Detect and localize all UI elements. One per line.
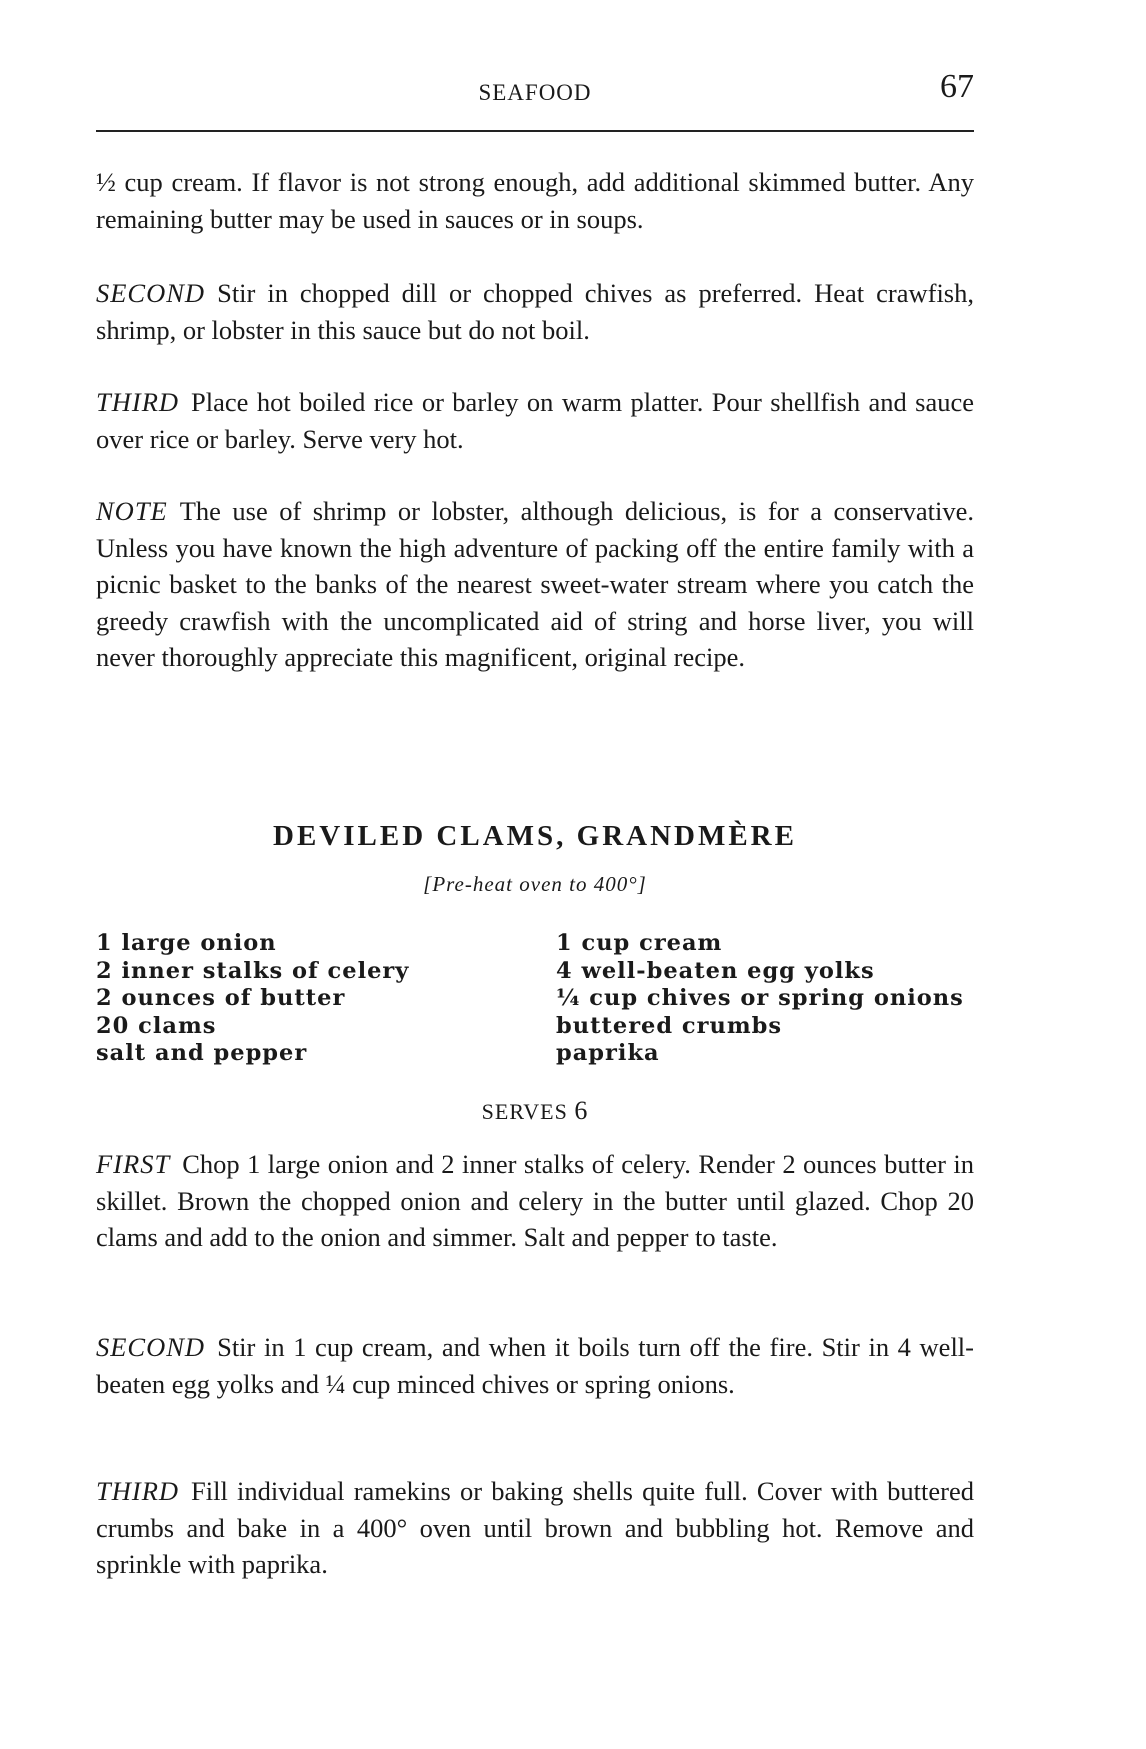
- continued-paragraph: [96, 164, 974, 237]
- ingredient-item: 20 clams: [96, 1012, 217, 1039]
- step-first-paragraph: [96, 1146, 974, 1256]
- step-third-paragraph: [96, 384, 974, 457]
- header-rule: [96, 130, 974, 132]
- ingredient-item: 1 large onion: [96, 930, 277, 956]
- step-second-paragraph: [96, 1329, 974, 1402]
- serves-line: [96, 1096, 974, 1126]
- serves-count: 6: [574, 1096, 589, 1125]
- ingredient-item: buttered crumbs: [556, 1012, 783, 1039]
- running-head: SEAFOOD: [478, 80, 592, 105]
- step-label: SECOND: [96, 1332, 206, 1362]
- paragraph-text: Place hot boiled rice or barley on warm platter. Pour shellfish and sauce over rice or barley. Serve very hot.: [96, 387, 974, 454]
- ingredient-list-right: [556, 930, 964, 1068]
- preheat-note: [Pre-heat oven to 400°]: [423, 872, 647, 896]
- page-header: [96, 70, 974, 118]
- ingredient-item: 4 well-beaten egg yolks: [556, 957, 875, 984]
- ingredient-item: 2 ounces of butter: [96, 985, 346, 1011]
- ingredient-item: ¼ cup chives or spring onions: [556, 985, 964, 1011]
- step-label: FIRST: [96, 1149, 171, 1179]
- paragraph-text: The use of shrimp or lobster, although delicious, is for a conservative. Unless you have known the high adventure of packing off the entire family with a picnic basket to the banks of the nearest sweet-water stream where you catch the greedy crawfish with the uncomplicated aid of string and horse liver, you will never thoroughly appreciate this magnificent, original recipe.: [96, 496, 974, 672]
- recipe-title: DEVILED CLAMS, GRANDMÈRE: [273, 820, 797, 852]
- ingredient-item: 1 cup cream: [556, 930, 723, 956]
- step-label: SECOND: [96, 278, 206, 308]
- paragraph-text: ½ cup cream. If flavor is not strong enough, add additional skimmed butter. Any remaining butter may be used in sauces or in soups.: [96, 167, 974, 234]
- paragraph-text: Stir in chopped dill or chopped chives as preferred. Heat crawfish, shrimp, or lobster in this sauce but do not boil.: [96, 278, 974, 345]
- note-paragraph: [96, 493, 974, 676]
- paragraph-text: Chop 1 large onion and 2 inner stalks of celery. Render 2 ounces butter in skillet. Brown the chopped onion and celery in the butter until glazed. Chop 20 clams and add to the onion and simmer. Salt and pepper to taste.: [96, 1149, 974, 1252]
- serves-label: SERVES: [481, 1099, 568, 1124]
- step-label: THIRD: [96, 387, 180, 417]
- step-label: NOTE: [96, 496, 168, 526]
- ingredient-item: 2 inner stalks of celery: [96, 957, 410, 984]
- step-second-paragraph: [96, 275, 974, 348]
- ingredient-item: paprika: [556, 1040, 660, 1066]
- paragraph-text: Fill individual ramekins or baking shells quite full. Cover with buttered crumbs and bake in a 400° oven until brown and bubbling hot. Remove and sprinkle with paprika.: [96, 1476, 974, 1579]
- ingredient-list-left: [96, 930, 409, 1068]
- step-label: THIRD: [96, 1476, 180, 1506]
- step-third-paragraph: [96, 1473, 974, 1583]
- paragraph-text: Stir in 1 cup cream, and when it boils turn off the fire. Stir in 4 well-beaten egg yolks and ¼ cup minced chives or spring onions.: [96, 1332, 974, 1399]
- ingredient-item: salt and pepper: [96, 1040, 308, 1066]
- page-number: 67: [940, 68, 974, 105]
